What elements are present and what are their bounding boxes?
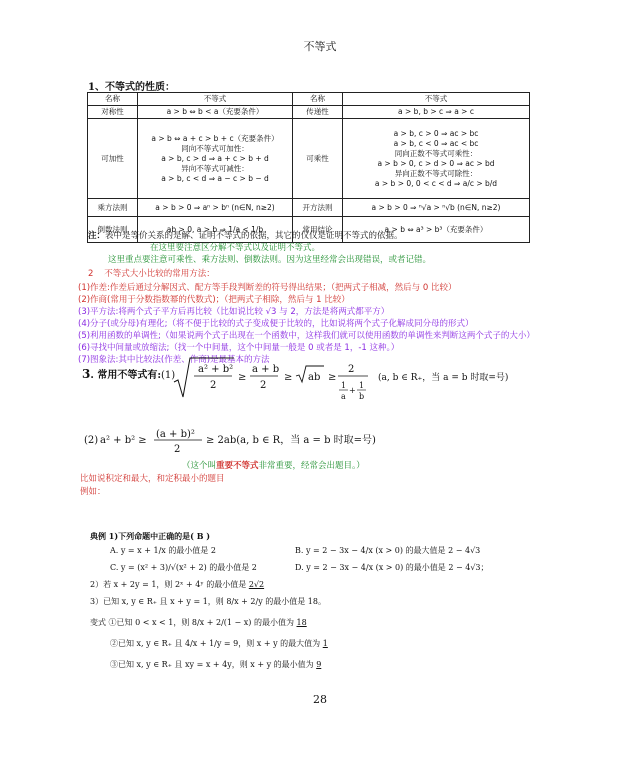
- section-2-title: [88, 268, 215, 280]
- f1-sqrt-ab: ab: [308, 372, 321, 383]
- question-2-answer: 2√2: [248, 580, 265, 589]
- method-item: (3)平方法:将两个式子平方后再比较（比如说比较 √3 与 2，方法是将两式都平方）: [78, 307, 390, 317]
- header-name-2: 名称: [293, 93, 343, 106]
- prop-formula: 同向正数不等式可乘性：: [394, 148, 478, 158]
- properties-table: [87, 92, 530, 243]
- note-label: 注：: [88, 231, 106, 241]
- green-note-1: 在这里要注意区分解不等式以及证明不等式。: [150, 243, 321, 253]
- svg-text:≥: ≥: [328, 372, 337, 383]
- f2-rhs: ≥ 2ab(a, b ∈ R，当 a = b 时取=号): [206, 435, 376, 446]
- section-3-title: . 常用不等式有:: [90, 370, 162, 381]
- prop-formula: a > b, c > 0 ⇒ ac > bc: [393, 128, 479, 138]
- note-suffix: 非常重要，经常会出题目。）: [258, 461, 365, 471]
- prop-name: 常用结论: [293, 217, 343, 243]
- f2-num: (a + b)²: [156, 429, 195, 440]
- method-item: (5)利用函数的单调性;（如果说两个式子出现在一个函数中，这样我们就可以使用函数的单调性来判断这两个式子的大小）: [78, 331, 535, 341]
- variant-1: [90, 617, 530, 628]
- prop-formula-cell: [138, 119, 293, 199]
- prop-name: 可乘性: [293, 119, 343, 199]
- prop-formula: a > b, b > c ⇒ a > c: [343, 106, 530, 119]
- f2-den: 2: [174, 444, 181, 455]
- header-ineq-2: 不等式: [343, 93, 530, 106]
- example-block: [90, 531, 530, 670]
- variant-1-answer: 18: [296, 618, 307, 627]
- table-header-row: [88, 93, 530, 106]
- f1-num-3: 2: [348, 364, 355, 375]
- variant-3-text: ③已知 x, y ∈ R₊ 且 xy = x + 4y，则 x + y 的最小值为: [110, 660, 314, 669]
- important-note: [182, 460, 365, 472]
- method-item: (6)寻找中间量或放缩法;（找一个中间量，这个中间量一般是 0 或者是 1，-1 这种。）: [78, 343, 400, 353]
- prop-name: 倒数法则: [88, 217, 138, 243]
- example-options-row-1: [90, 545, 530, 556]
- f1-den-1: 2: [210, 380, 217, 391]
- f1-sub-num-2: 1: [359, 381, 365, 390]
- formula-1: [172, 352, 612, 412]
- method-item: (7)图象法:其中比较法(作差、作商)是最基本的方法: [78, 355, 270, 365]
- section-3-num: 3: [82, 367, 91, 381]
- section-1-title: 1、不等式的性质：: [88, 82, 175, 93]
- method-item: (2)作商(常用于分数指数幂的代数式)；（把两式子相除，然后与 1 比较）: [78, 295, 350, 305]
- f2-lhs: a² + b² ≥: [100, 435, 147, 446]
- prop-formula: 同向不等式可加性：: [181, 143, 249, 153]
- note-prefix: （这个叫: [182, 461, 217, 471]
- variant-3-answer: 9: [316, 660, 322, 669]
- prop-formula: a > b ⇔ a³ > b³（充要条件）: [343, 217, 530, 243]
- prop-formula: a > b > 0 ⇒ ⁿ√a > ⁿ√b (n∈N, n≥2): [343, 199, 530, 217]
- f2-label: (2): [84, 435, 99, 446]
- f1-den-2: 2: [260, 380, 267, 391]
- page-number: 28: [313, 693, 327, 706]
- method-item: (4)分子(或分母)有理化;（将不便于比较的式子变成便于比较的，比如说将两个式子化解成同分母的形式）: [78, 319, 474, 329]
- prop-formula: 异向正数不等式可除性：: [394, 168, 478, 178]
- variant-2-text: ②已知 x, y ∈ R₊ 且 4/x + 1/y = 9，则 x + y 的最大值为: [110, 639, 321, 648]
- svg-text:≥: ≥: [284, 372, 293, 383]
- page-header: 不等式: [303, 40, 337, 53]
- prop-name: 传递性: [293, 106, 343, 119]
- f1-condition: (a, b ∈ R₊，当 a = b 时取=号): [378, 373, 509, 383]
- header-ineq-1: 不等式: [138, 93, 293, 106]
- green-note-2: 这里重点要注意可乘性、乘方法则、倒数法则。因为这里经常会出现错误，或者记错。: [108, 255, 432, 265]
- f1-num-1: a² + b²: [198, 364, 234, 375]
- formula-1-label: (1): [161, 370, 176, 381]
- prop-formula: a > b > 0, c > d > 0 ⇒ ac > bd: [377, 158, 495, 168]
- table-note: [88, 229, 403, 241]
- section-2-num: 2: [88, 269, 94, 279]
- variant-2-answer: 1: [322, 639, 328, 648]
- table-row: [88, 199, 530, 217]
- note-emphasis: 重要不等式: [216, 461, 259, 471]
- variant-2: [90, 638, 530, 649]
- table-row: [88, 106, 530, 119]
- prop-name: 开方法则: [293, 199, 343, 217]
- prop-formula: a > b > 0 ⇒ aⁿ > bⁿ (n∈N, n≥2): [138, 199, 293, 217]
- prop-formula: a > b ⇔ a + c > b + c（充要条件）: [151, 133, 279, 143]
- question-2: [90, 579, 530, 590]
- prop-formula: a > b ⇔ b < a（充要条件）: [138, 106, 293, 119]
- variant-3: [90, 659, 530, 670]
- note-text: 表中是等价关系的是解、证明不等式的依据，其它的仅仅是证明不等式的依据。: [105, 231, 403, 241]
- formula-2: [82, 425, 442, 461]
- method-item: (1)作差:作差后通过分解因式、配方等手段判断差的符号得出结果；（把两式子相减，然后与 0 比较）: [78, 283, 457, 293]
- example-title: 典例 1)下列命题中正确的是( B ): [90, 531, 211, 541]
- question-3: 3）已知 x, y ∈ R₊ 且 x + y = 1，则 8/x + 2/y 的最小值是 18。: [90, 597, 326, 606]
- prop-name: 可加性: [88, 119, 138, 199]
- prop-formula: a > b, c < 0 ⇒ ac < bc: [393, 138, 479, 148]
- example-options-row-2: [90, 562, 530, 573]
- option-d: D. y = 2 − 3x − 4/x (x > 0) 的最小值是 2 − 4√3；: [295, 563, 489, 572]
- prop-formula: a > b > 0, 0 < c < d ⇒ a/c > b/d: [374, 178, 498, 188]
- prop-formula: a > b, c < d ⇒ a − c > b − d: [161, 173, 269, 183]
- svg-text:≥: ≥: [238, 372, 247, 383]
- section-2-text: 不等式大小比较的常用方法：: [104, 269, 215, 279]
- prop-name: 对称性: [88, 106, 138, 119]
- prop-formula: ab > 0, a > b ⇒ 1/a < 1/b: [138, 217, 293, 243]
- example-intro: 比如说积定和最大，和定积最小的题目: [80, 474, 225, 484]
- f1-sub-den-2: b: [359, 392, 365, 401]
- f1-num-2: a + b: [252, 364, 280, 375]
- example-label: 例如：: [80, 487, 106, 497]
- question-2-text: 2）若 x + 2y = 1，则 2ˣ + 4ʸ 的最小值是: [90, 580, 247, 589]
- section-3-heading: [82, 363, 175, 382]
- f1-sub-num-1: 1: [341, 381, 347, 390]
- header-name-1: 名称: [88, 93, 138, 106]
- table-row: [88, 119, 530, 199]
- option-a: A. y = x + 1/x 的最小值是 2: [110, 546, 216, 555]
- prop-formula: a > b, c > d ⇒ a + c > b + d: [161, 153, 269, 163]
- option-c: C. y = (x² + 3)/√(x² + 2) 的最小值是 2: [110, 563, 257, 572]
- prop-formula-cell: [343, 119, 530, 199]
- prop-name: 乘方法则: [88, 199, 138, 217]
- variant-1-text: 变式 ①已知 0 < x < 1，则 8/x + 2/(1 − x) 的最小值为: [90, 618, 294, 627]
- svg-text:+: +: [349, 386, 356, 395]
- option-b: B. y = 2 − 3x − 4/x (x > 0) 的最大值是 2 − 4√3: [295, 546, 481, 555]
- prop-formula: 异向不等式可减性：: [181, 163, 249, 173]
- f1-sub-den-1: a: [341, 392, 346, 401]
